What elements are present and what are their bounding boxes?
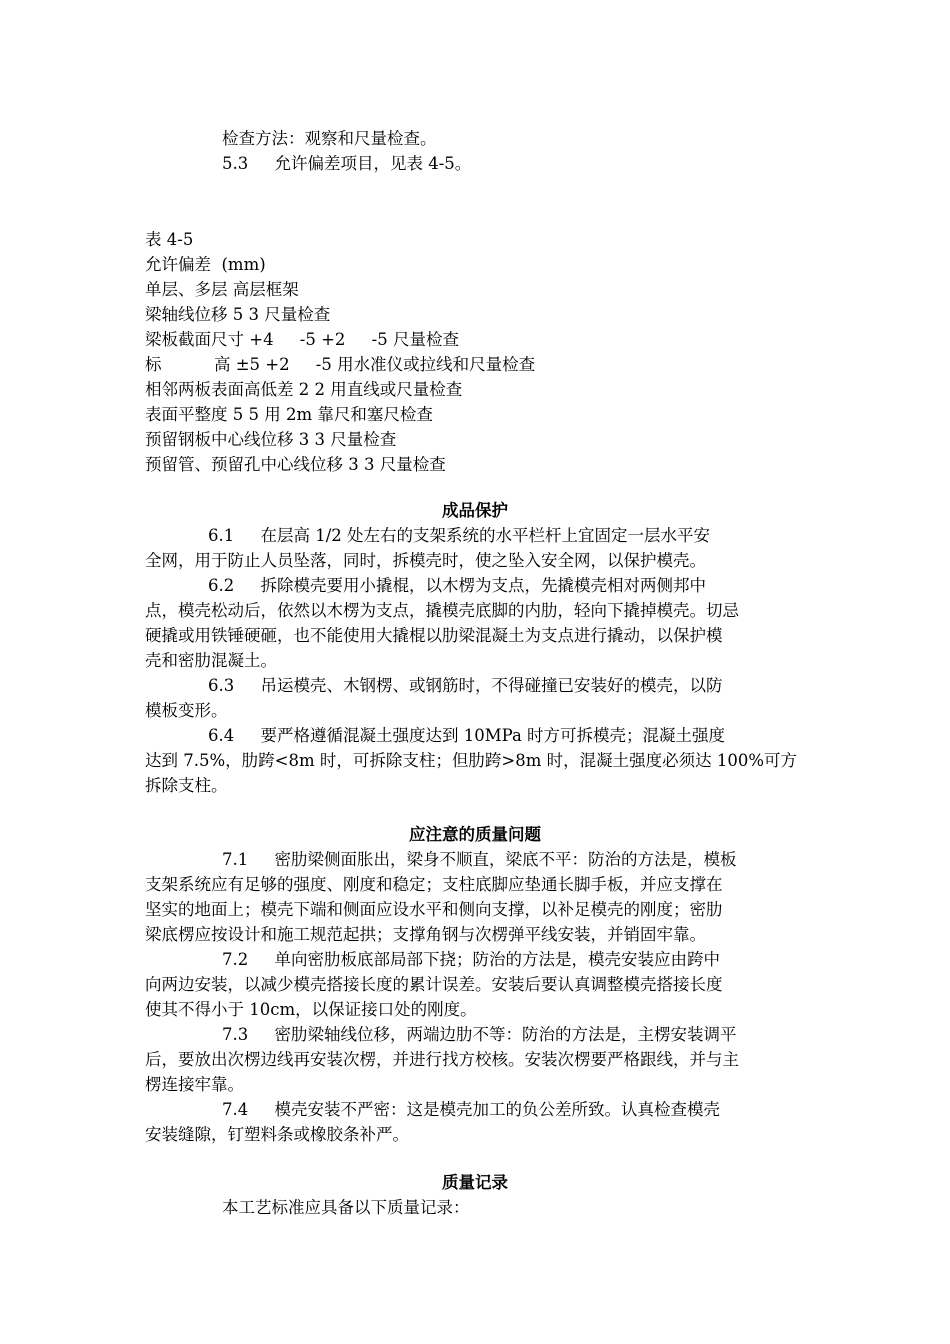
paragraph-line: 6.3 吊运模壳、木钢楞、或钢筋时，不得碰撞已安装好的模壳，以防 <box>208 676 723 695</box>
table-line: 梁板截面尺寸 +4 -5 +2 -5 尺量检查 <box>145 330 459 349</box>
table-line: 相邻两板表面高低差 2 2 用直线或尺量检查 <box>145 380 463 399</box>
table-line: 允许偏差 (mm) <box>145 255 266 274</box>
paragraph-line: 硬撬或用铁锤硬砸，也不能使用大撬棍以肋梁混凝土为支点进行撬动，以保护模 <box>145 626 723 645</box>
table-line: 标 高 ±5 +2 -5 用水准仪或拉线和尺量检查 <box>145 355 536 374</box>
table-line: 预留钢板中心线位移 3 3 尺量检查 <box>145 430 397 449</box>
paragraph-line: 拆除支柱。 <box>145 776 228 795</box>
check-method-text: 检查方法：观察和尺量检查。 <box>222 129 437 148</box>
paragraph-line: 使其不得小于 10cm，以保证接口处的刚度。 <box>145 1000 477 1019</box>
section-title-protection: 成品保护 <box>442 501 508 520</box>
paragraph-line: 7.3 密肋梁轴线位移，两端边肋不等：防治的方法是，主楞安装调平 <box>222 1025 737 1044</box>
section-title-quality-records: 质量记录 <box>442 1173 508 1192</box>
paragraph-line: 后，要放出次楞边线再安装次楞，并进行找方校核。安装次楞要严格跟线，并与主 <box>145 1050 739 1069</box>
records-intro-text: 本工艺标准应具备以下质量记录： <box>222 1198 470 1217</box>
item-5-3-text: 5.3 允许偏差项目，见表 4-5。 <box>222 154 472 173</box>
paragraph-line: 梁底楞应按设计和施工规范起拱；支撑角钢与次楞弹平线安装，并销固牢靠。 <box>145 925 706 944</box>
table-line: 表面平整度 5 5 用 2m 靠尺和塞尺检查 <box>145 405 433 424</box>
paragraph-line: 达到 7.5%，肋跨<8m 时，可拆除支柱；但肋跨>8m 时，混凝土强度必须达 100%可方 <box>145 751 798 770</box>
section-title-quality-issues: 应注意的质量问题 <box>409 825 541 844</box>
paragraph-line: 壳和密肋混凝土。 <box>145 651 277 670</box>
paragraph-line: 点，模壳松动后，依然以木楞为支点，撬模壳底脚的内肋，轻向下撬掉模壳。切忌 <box>145 601 739 620</box>
paragraph-line: 6.2 拆除模壳要用小撬棍，以木楞为支点，先撬模壳相对两侧邦中 <box>208 576 706 595</box>
paragraph-line: 支架系统应有足够的强度、刚度和稳定；支柱底脚应垫通长脚手板，并应支撑在 <box>145 875 723 894</box>
paragraph-line: 向两边安装，以减少模壳搭接长度的累计误差。安装后要认真调整模壳搭接长度 <box>145 975 723 994</box>
paragraph-line: 坚实的地面上；模壳下端和侧面应设水平和侧向支撑，以补足模壳的刚度；密肋 <box>145 900 723 919</box>
paragraph-line: 6.1 在层高 1/2 处左右的支架系统的水平栏杆上宜固定一层水平安 <box>208 526 711 545</box>
paragraph-line: 安装缝隙，钉塑料条或橡胶条补严。 <box>145 1125 409 1144</box>
table-line: 梁轴线位移 5 3 尺量检查 <box>145 305 331 324</box>
paragraph-line: 7.4 模壳安装不严密：这是模壳加工的负公差所致。认真检查模壳 <box>222 1100 720 1119</box>
table-caption: 表 4-5 <box>145 230 194 249</box>
paragraph-line: 6.4 要严格遵循混凝土强度达到 10MPa 时方可拆模壳；混凝土强度 <box>208 726 726 745</box>
table-line: 单层、多层 高层框架 <box>145 280 299 299</box>
paragraph-line: 模板变形。 <box>145 701 228 720</box>
paragraph-line: 7.2 单向密肋板底部局部下挠；防治的方法是，模壳安装应由跨中 <box>222 950 720 969</box>
paragraph-line: 楞连接牢靠。 <box>145 1075 244 1094</box>
table-line: 预留管、预留孔中心线位移 3 3 尺量检查 <box>145 455 446 474</box>
paragraph-line: 7.1 密肋梁侧面胀出，梁身不顺直，梁底不平：防治的方法是，模板 <box>222 850 737 869</box>
paragraph-line: 全网，用于防止人员坠落，同时，拆模壳时，使之坠入安全网，以保护模壳。 <box>145 551 706 570</box>
